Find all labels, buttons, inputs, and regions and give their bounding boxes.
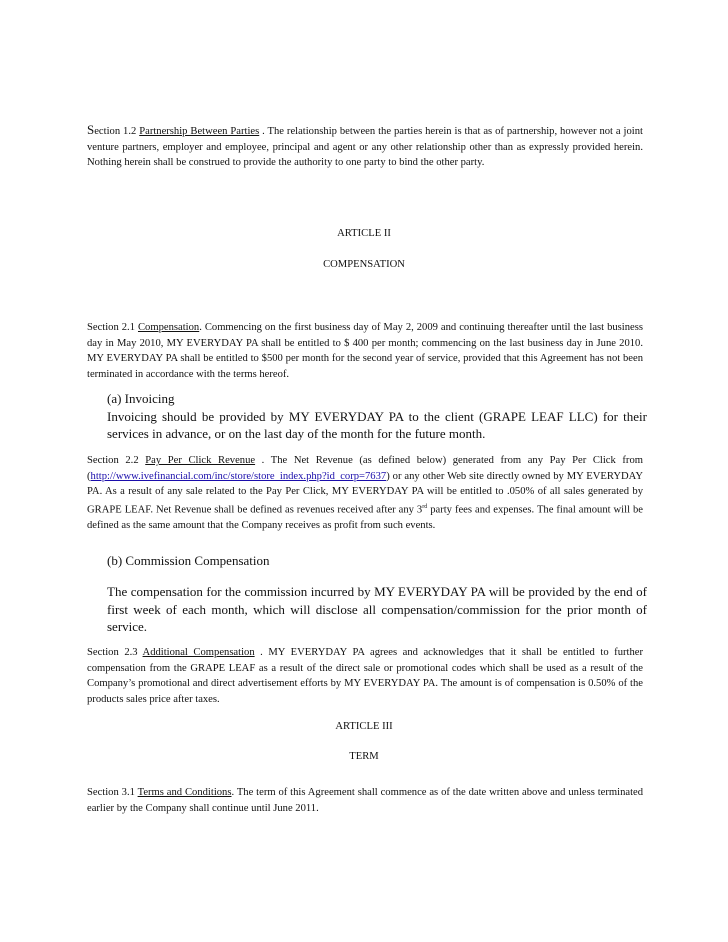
section-2-2-number: Section 2.2	[87, 455, 146, 466]
section-1-2-body: . The relationship between the parties herein is that as of partnership, however not a joint venture partners, employer and employee, principal and agent or any other relationship other than as expressly provided herein. Nothing herein shall be construed to provide the authority to one party to bind the other party.	[87, 126, 643, 168]
commission-body: The compensation for the commission incurred by MY EVERYDAY PA will be provided by the end of first week of each month, which will disclose all compensation/commission for the prior month of service.	[107, 584, 647, 634]
section-1-2	[87, 122, 643, 171]
pay-per-click-link[interactable]: http://www.ivefinancial.com/inc/store/store_index.php?id_corp=7637	[90, 470, 387, 482]
invoicing-block	[107, 390, 647, 443]
section-2-1-number: Section 2.1	[87, 322, 138, 333]
section-1-2-number: ection 1.2	[94, 126, 140, 137]
invoicing-label: (a) Invoicing	[107, 391, 175, 406]
article-3-heading: ARTICLE III	[335, 721, 393, 732]
article-2-subheading: COMPENSATION	[323, 259, 405, 270]
section-2-3-number: Section 2.3	[87, 647, 143, 658]
superscript-rd: rd	[422, 503, 428, 510]
section-3-1-body: . The term of this Agreement shall commence as of the date written above and unless terminated earlier by the Company shall continue until June 2011.	[87, 787, 644, 814]
article-2-heading: ARTICLE II	[337, 228, 391, 239]
section-2-1-body: . Commencing on the first business day of May 2, 2009 and continuing thereafter until the last business day in May 2010, MY EVERYDAY PA shall be entitled to $ 400 per month; commencing on the last business day in June 2010. MY EVERYDAY PA shall be entitled to $500 per month for the second year of service, provided that this Agreement has not been terminated in accordance with the terms hereof.	[87, 322, 643, 380]
section-2-2-body-3: party fees and expenses. The final amount will be defined as the same amount that the Company receives as profit from such events.	[87, 504, 643, 531]
invoicing-body: Invoicing should be provided by MY EVERYDAY PA to the client (GRAPE LEAF LLC) for their services in advance, or on the last day of the month for the future month.	[107, 408, 647, 441]
commission-label: (b) Commission Compensation	[107, 553, 270, 568]
section-2-3-title: Additional Compensation	[142, 647, 255, 658]
section-2-3-body: . MY EVERYDAY PA agrees and acknowledges that it shall be entitled to further compensation from the GRAPE LEAF as a result of the direct sale or promotional codes which shall be used as a result of the Company’s promotional and direct advertisement efforts by MY EVERYDAY PA. The amount is of compensation is 0.50% of the products sales price after taxes.	[87, 647, 643, 705]
section-2-2-body-2: ) or any other Web site directly owned by MY EVERYDAY PA. As a result of any sale related to the Pay Per Click, MY EVERYDAY PA will be entitled to .050% of all sales generated by GRAPE LEAF. Net Revenue shall be defined as revenues received after any 3	[87, 470, 643, 516]
article-3-subheading: TERM	[349, 751, 379, 762]
section-3-1	[87, 785, 643, 816]
section-2-2-body-1: . The Net Revenue (as defined below) generated from any Pay Per Click from (	[87, 455, 643, 482]
section-1-2-title: Partnership Between Parties	[139, 126, 260, 137]
section-2-3	[87, 645, 643, 707]
section-1-2-initial: S	[87, 122, 95, 137]
section-2-1	[87, 320, 643, 382]
section-2-2	[87, 453, 643, 533]
section-2-1-title: Compensation	[137, 322, 200, 333]
section-3-1-title: Terms and Conditions	[137, 787, 232, 798]
section-2-2-title: Pay Per Click Revenue	[145, 455, 256, 466]
section-3-1-number: Section 3.1	[87, 787, 138, 798]
